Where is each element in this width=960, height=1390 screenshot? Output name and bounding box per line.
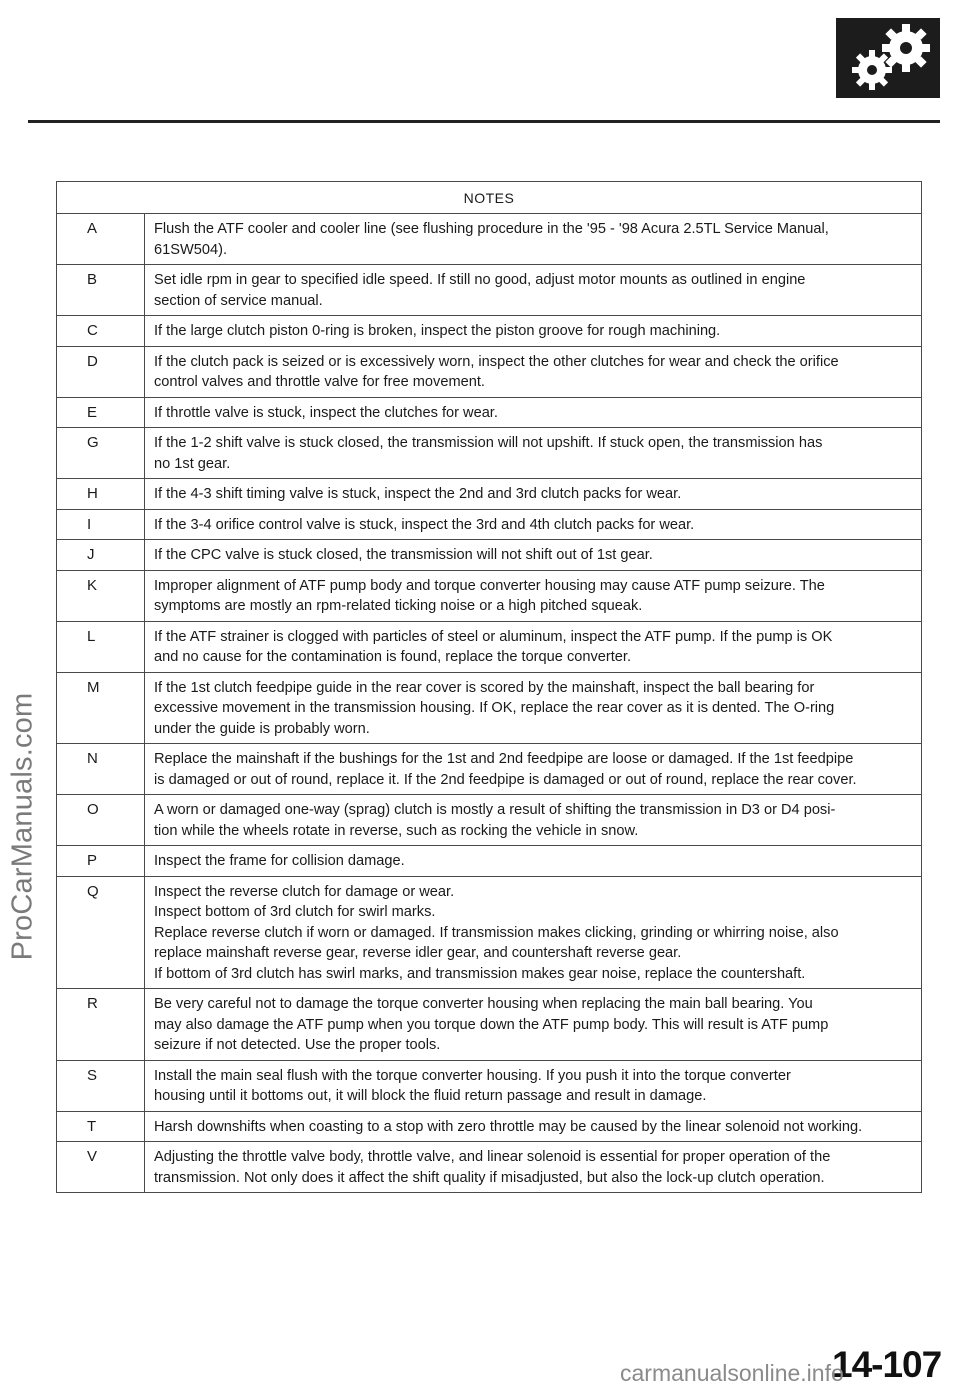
note-row [57,265,921,316]
note-text [145,1112,921,1142]
note-line: tion while the wheels rotate in reverse, such as rocking the vehicle in snow. [154,822,639,839]
note-text [145,347,921,397]
note-letter: C [57,316,145,346]
note-line: If bottom of 3rd clutch has swirl marks, and transmission makes gear noise, replace the countershaft. [154,965,806,982]
note-letter: G [57,428,145,478]
note-letter: L [57,622,145,672]
note-letter: D [57,347,145,397]
note-text [145,214,921,264]
note-line: Improper alignment of ATF pump body and torque converter housing may cause ATF pump seizure. The [154,577,825,594]
side-watermark [3,566,43,1086]
note-line: transmission. Not only does it affect the shift quality if misadjusted, but also the lock-up clutch operation. [154,1169,825,1186]
notes-title: NOTES [57,182,921,214]
note-line: seizure if not detected. Use the proper tools. [154,1037,441,1053]
note-row [57,398,921,429]
note-row [57,989,921,1061]
note-letter: H [57,479,145,509]
note-text [145,877,921,989]
note-line: Flush the ATF cooler and cooler line (see flushing procedure in the '95 - '98 Acura 2.5TL Service Manual, [154,221,829,237]
note-line: If the ATF strainer is clogged with particles of steel or aluminum, inspect the ATF pump. If the pump is OK [154,628,833,645]
note-line: Adjusting the throttle valve body, throttle valve, and linear solenoid is essential for proper operation of the [154,1149,831,1165]
note-line: section of service manual. [154,292,323,309]
note-line: If the 1-2 shift valve is stuck closed, the transmission will not upshift. If stuck open, the transmission has [154,435,823,451]
note-line: Inspect bottom of 3rd clutch for swirl marks. [154,904,436,920]
note-text [145,316,921,346]
side-watermark-text: ProCarManuals.com [6,692,39,960]
note-line: A worn or damaged one-way (sprag) clutch is mostly a result of shifting the transmission in D3 or D4 posi- [154,802,836,818]
note-text [145,428,921,478]
note-text [145,398,921,428]
note-line: under the guide is probably worn. [154,720,370,737]
note-letter: R [57,989,145,1060]
note-line: may also damage the ATF pump when you torque down the ATF pump body. This will result is ATF pump [154,1016,829,1033]
note-letter: I [57,510,145,540]
note-line: Set idle rpm in gear to specified idle speed. If still no good, adjust motor mounts as outlined in engine [154,272,806,288]
note-letter: M [57,673,145,744]
page-number: 14-107 [832,1344,942,1385]
note-row [57,571,921,622]
note-row [57,744,921,795]
note-line: 61SW504). [154,241,228,258]
note-letter: J [57,540,145,570]
note-line: symptoms are mostly an rpm-related ticking noise or a high pitched squeak. [154,598,643,614]
note-line: If the CPC valve is stuck closed, the transmission will not shift out of 1st gear. [154,547,653,563]
note-text [145,571,921,621]
note-line: If throttle valve is stuck, inspect the clutches for wear. [154,404,498,421]
note-row [57,316,921,347]
note-line: Be very careful not to damage the torque converter housing when replacing the main ball bearing. You [154,996,813,1012]
note-line: Harsh downshifts when coasting to a stop with zero throttle may be caused by the linear solenoid not working. [154,1118,863,1135]
note-letter: E [57,398,145,428]
note-row [57,214,921,265]
note-letter: P [57,846,145,876]
notes-rows [57,214,921,1192]
note-row [57,1142,921,1192]
note-letter: T [57,1112,145,1142]
note-line: Inspect the reverse clutch for damage or wear. [154,883,455,900]
note-letter: S [57,1061,145,1111]
note-line: If the large clutch piston 0-ring is broken, inspect the piston groove for rough machining. [154,323,721,339]
header-rule [28,120,940,123]
note-line: is damaged or out of round, replace it. If the 2nd feedpipe is damaged or out of round, replace the rear cover. [154,771,857,788]
note-row [57,428,921,479]
note-line: If the 3-4 orifice control valve is stuck, inspect the 3rd and 4th clutch packs for wear. [154,516,695,533]
note-letter: N [57,744,145,794]
note-text [145,795,921,845]
note-line: replace mainshaft reverse gear, reverse idler gear, and countershaft reverse gear. [154,945,682,961]
note-text [145,479,921,509]
note-text [145,265,921,315]
notes-table [56,181,922,1193]
note-row [57,622,921,673]
note-row [57,846,921,877]
note-row [57,877,921,990]
note-row [57,1061,921,1112]
note-text [145,510,921,540]
note-line: Install the main seal flush with the torque converter housing. If you push it into the torque converter [154,1067,791,1084]
note-row [57,1112,921,1143]
note-line: and no cause for the contamination is found, replace the torque converter. [154,649,632,665]
note-line: Replace the mainshaft if the bushings for the 1st and 2nd feedpipe are loose or damaged. If the 1st feedpipe [154,751,854,767]
note-line: If the 4-3 shift timing valve is stuck, inspect the 2nd and 3rd clutch packs for wear. [154,486,682,502]
note-row [57,479,921,510]
note-text [145,846,921,876]
note-letter: Q [57,877,145,989]
note-text [145,622,921,672]
note-row [57,795,921,846]
note-line: Inspect the frame for collision damage. [154,853,405,869]
note-letter: A [57,214,145,264]
bottom-watermark: carmanualsonline.info [620,1360,844,1386]
note-letter: K [57,571,145,621]
note-line: If the clutch pack is seized or is excessively worn, inspect the other clutches for wear and check the orifice [154,353,839,370]
note-letter: V [57,1142,145,1192]
note-text [145,1061,921,1111]
note-text [145,989,921,1060]
note-text [145,673,921,744]
note-letter: B [57,265,145,315]
note-line: control valves and throttle valve for free movement. [154,374,485,390]
note-row [57,673,921,745]
note-text [145,744,921,794]
note-line: no 1st gear. [154,455,231,472]
note-row [57,540,921,571]
note-letter: O [57,795,145,845]
note-row [57,510,921,541]
gear-pair-icon [836,18,940,98]
note-line: If the 1st clutch feedpipe guide in the rear cover is scored by the mainshaft, inspect the ball bearing for [154,679,815,696]
note-text [145,1142,921,1192]
note-text [145,540,921,570]
note-line: housing until it bottoms out, it will block the fluid return passage and result in damage. [154,1088,707,1104]
note-line: Replace reverse clutch if worn or damaged. If transmission makes clicking, grinding or whirring noise, also [154,924,839,941]
note-line: excessive movement in the transmission housing. If OK, replace the rear cover as it is dented. The O-ring [154,700,835,716]
note-row [57,347,921,398]
